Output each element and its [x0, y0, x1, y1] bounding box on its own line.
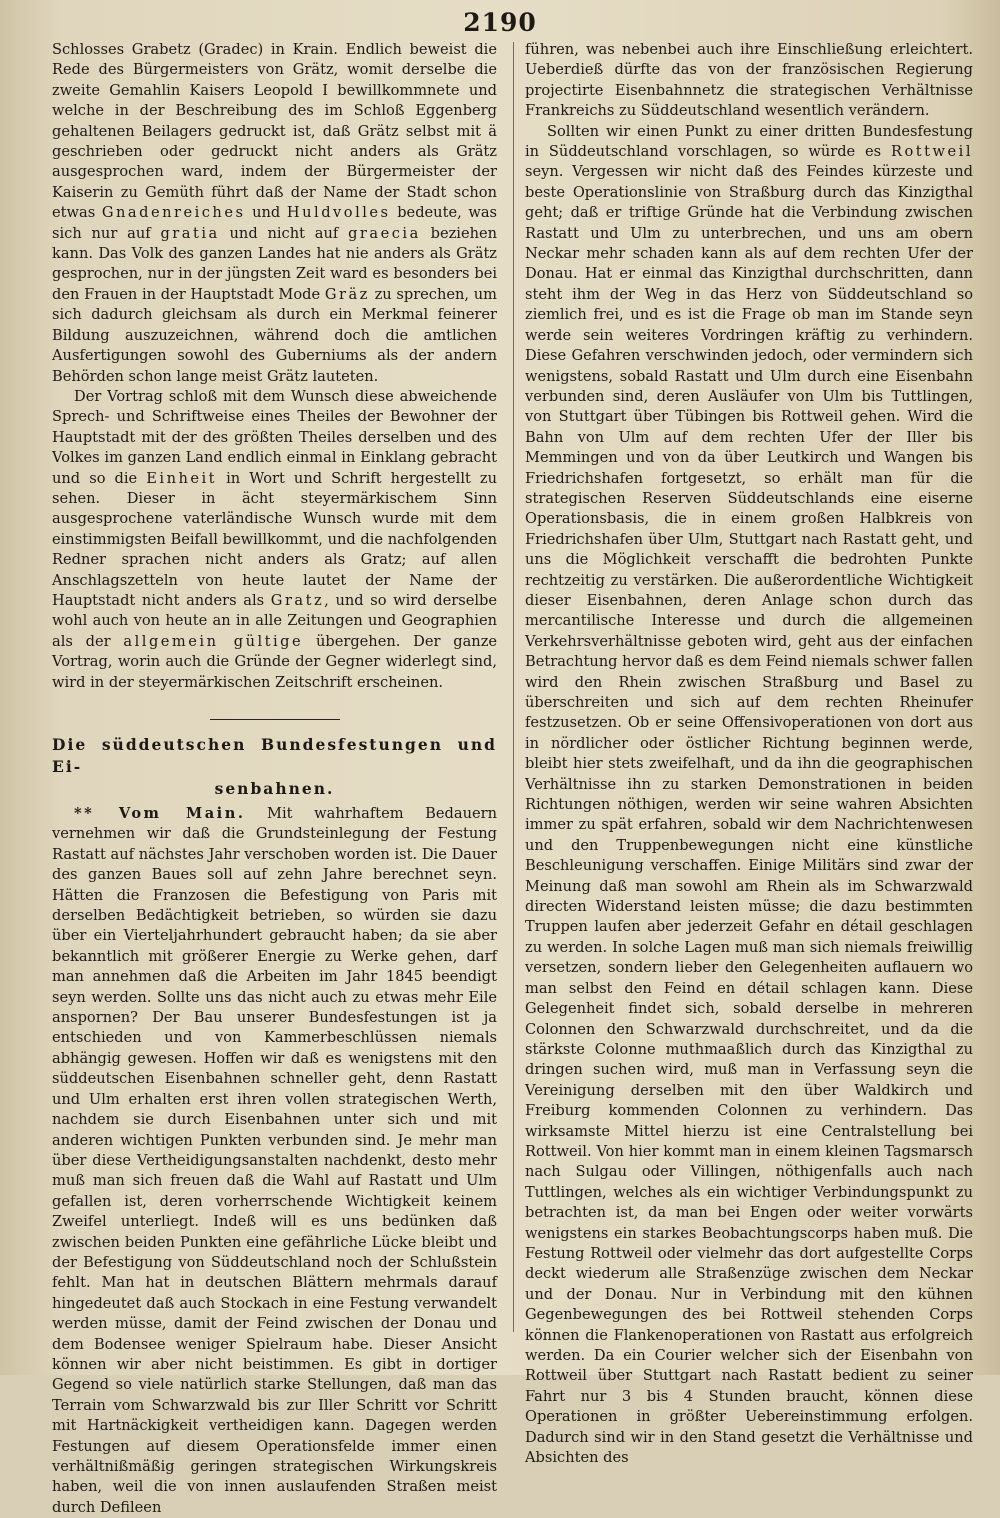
- article-paragraph: [52, 40, 497, 387]
- emphasis-text: Gnadenreiches: [101, 204, 246, 222]
- text-run: und: [252, 204, 281, 222]
- french-phrase: en détail: [816, 918, 883, 936]
- article-heading: [52, 734, 497, 800]
- emphasis-text: Rottweil: [891, 143, 973, 161]
- article-paragraph: [525, 122, 973, 1469]
- text-run: Mit wahrhaftem Bedauern vernehmen wir daß die Grundsteinlegung der Festung Rastatt auf nächstes Jahr verschoben worden ist. Die Dauer des ganzen Baues soll auf zehn Jahre berechnet seyn. Hätten die Franzosen die Befestigung von Paris mit derselben Bedächtigkeit betrieben, so würden sie dazu über ein Vierteljahrhundert gebraucht haben; da sie aber bekanntlich mit größerer Energie zu Werke gehen, darf man annehmen daß die Arbeiten im Jahr 1845 beendigt seyn werden. Sollte uns das nicht auch zu etwas mehr Eile anspornen? Der Bau unserer Bundesfestungen ist ja entschieden und von Kammerbeschlüssen niemals abhängig gewesen. Hoffen wir daß es wenigstens mit den süddeutschen Eisenbahnen schneller geht, denn Rastatt und Ulm erhalten erst ihren vollen strategischen Werth, nachdem sie durch Eisenbahnen unter sich und mit anderen wichtigen Punkten verbunden sind. Je mehr man über diese Vertheidigungsanstalten nachdenkt, desto mehr muß man sich freuen daß die Wahl auf Rastatt und Ulm gefallen ist, deren vorherrschende Wichtigkeit keinem Zweifel unterliegt. Indeß will es uns bedünken daß zwischen beiden Punkten eine gefährliche Lücke bleibt und der Befestigung von Süddeutschland noch der Schlußstein fehlt. Man hat in deutschen Blättern mehrmals darauf hingedeutet daß auch Stockach in eine Festung verwandelt werden müsse, damit der Feind zwischen der Donau und dem Bodensee weniger Spielraum habe. Dieser Ansicht können wir aber nicht beistimmen. Es gibt in dortiger Gegend so viele natürlich starke Stellungen, daß man das Terrain vom Schwarzwald bis zur Iller Schritt vor Schritt mit Hartnäckigkeit vertheidigen kann. Dagegen werden Festungen auf diesem Operationsfelde immer einen verhältnißmäßig geringen strategischen Wirkungskreis haben, weil die von innen auslaufenden Straßen meist durch Defileen: [52, 805, 497, 1516]
- page-number: 2190: [463, 8, 537, 37]
- text-run: schlagen kann. Diese Gelegenheit findet sich, sobald derselbe in mehreren Colonnen den Schwarzwald durchschreitet, und da die stärkste Colonne muthmaaßlich durch das Kinzigthal zu dringen suchen wird, muß man in Verfassung seyn die Vereinigung derselben mit den über Waldkirch und Freiburg kommenden Colonnen zu verhindern. Das wirksamste Mittel hierzu ist eine Centralstellung bei Rottweil. Von hier kommt man in einem kleinen Tagsmarsch nach Sulgau oder Villingen, nöthigenfalls auch nach Tuttlingen, welches als ein wichtiger Verbindungspunkt zu betrachten ist, da man bei Engen oder weiter vorwärts wenigstens ein starkes Beobachtungscorps haben muß. Die Festung Rottweil oder vielmehr das dort aufgestellte Corps deckt wiederum alle Straßenzüge zwischen dem Neckar und der Donau. Nur in Verbindung mit den kühnen Gegenbewegungen des bei Rottweil stehenden Corps können die Flankenoperationen von Rastatt aus erfolgreich werden. Da ein Courier welcher sich der Eisenbahn von Rottweil über Stuttgart nach Rastatt bedient zu seiner Fahrt nur 3 bis 4 Stunden braucht, können diese Operationen in größter Uebereinstimmung erfolgen. Dadurch sind wir in den Stand gesetzt die Verhältnisse und Absichten des: [525, 979, 974, 1467]
- text-run: geschlagen zu werden. In solche Lagen muß man sich niemals freiwillig versetzen, sondern lieber den Gelegenheiten auflauern wo man selbst den Feind: [525, 918, 974, 997]
- text-run: und nicht auf: [229, 224, 339, 242]
- heading-line: Die süddeutschen Bundesfestungen und Ei-: [52, 735, 497, 776]
- text-run: , und so wird derselbe wohl auch von heute an in alle Zeitungen und Geographien als der: [52, 591, 497, 650]
- column-rule: [513, 42, 514, 1332]
- text-run: in Wort und Schrift hergestellt zu sehen. Dieser in ächt steyermärkischem Sinn ausgesprochene vaterländische Wunsch wurde mit dem einstimmigsten Beifall bewillkommt, und die nachfolgenden Redner sprachen nicht anders als Gratz; auf allen Anschlagszetteln von heute lautet der Name der Hauptstadt nicht anders als: [52, 469, 497, 609]
- latin-word: gratia: [160, 224, 220, 242]
- latin-word: graecia: [348, 224, 421, 242]
- emphasis-text: allgemein gültige: [123, 632, 304, 650]
- text-run: beziehen kann. Das Volk des ganzen Landes hat nie anders als Grätz gesprochen, nur in der jüngsten Zeit ward es besonders bei den Frauen in der Hauptstadt Mode: [52, 224, 498, 303]
- text-run: übergehen. Der ganze Vortrag, worin auch die Gründe der Gegner widerlegt sind, wird in der steyermärkischen Zeitschrift erscheinen.: [52, 632, 498, 691]
- text-run: Schlosses Grabetz (Gradec) in Krain. Endlich beweist die Rede des Bürgermeisters von Grätz, womit derselbe die zweite Gemahlin Kaisers Leopold I bewillkommnete und welche in der Beschreibung des im Schloß Eggenberg gehaltenen Beilagers gedruckt ist, daß Grätz selbst mit ä geschrieben oder gedruckt nicht anders als Grätz ausgesprochen ward, indem der Bürgermeister der Kaiserin zu Gemüth führt daß der Name der Stadt schon etwas: [52, 41, 497, 222]
- article-paragraph: [52, 387, 497, 693]
- emphasis-text: Gratz: [270, 591, 325, 609]
- dateline: ** Vom Main.: [74, 805, 246, 822]
- text-run: seyn. Vergessen wir nicht daß des Feindes kürzeste und beste Operationslinie von Straßburg durch das Kinzigthal geht; daß er triftige Gründe hat die Verbindung zwischen Rastatt und Ulm zu unterbrechen, und uns am obern Neckar mehr schaden kann als auf dem rechten Ufer der Donau. Hat er einmal das Kinzigthal durchschritten, dann steht ihm der Weg in das Herz von Süddeutschland so ziemlich frei, und es ist die Frage ob man im Stande seyn werde sein weiteres Vordringen kräftig zu verhindern. Diese Gefahren verschwinden jedoch, oder vermindern sich wenigstens, sobald Rastatt und Ulm durch eine Eisenbahn verbunden sind, deren Ausläufer von Ulm bis Tuttlingen, von Stuttgart über Tübingen bis Rottweil gehen. Wird die Bahn von Ulm auf dem rechten Ufer der Iller bis Memmingen und von da über Leutkirch und Wangen bis Friedrichshafen fortgesetzt, so erhält man für die strategischen Reserven Süddeutschlands eine eiserne Operationsbasis, die in einem großen Halbkreis von Friedrichshafen über Ulm, Stuttgart nach Rastatt geht, und uns die Möglichkeit verschafft die bedrohten Punkte rechtzeitig zu verstärken. Die außerordentliche Wichtigkeit dieser Eisenbahnen, deren Anlage schon durch das mercantilische Interesse und durch die allgemeinen Verkehrsverhältnisse geboten wird, geht aus der einfachen Betrachtung hervor daß es dem Feind niemals schwer fallen wird den Rhein zwischen Straßburg und Basel zu überschreiten und sich auf dem rechten Rheinufer festzusetzen. Ob er seine Offensivoperationen von dort aus in nördlicher oder östlicher Richtung beginnen werde, bleibt hier stets zweifelhaft, und da ihn die geographischen Verhältnisse ihn zu starken Demonstrationen in beiden Richtungen nöthigen, werden wir seine wahren Absichten immer zu spät erfahren, sobald wir dem Nachrichtenwesen und den Truppenbewegungen nicht eine künstliche Beschleunigung verschaffen. Einige Militärs sind zwar der Meinung daß man sowohl am Rhein als im Schwarzwald directen Widerstand leisten müsse; die dazu bestimmten Truppen laufen aber jederzeit Gefahr: [525, 163, 973, 936]
- text-run: Der Vortrag schloß mit dem Wunsch diese abweichende Sprech- und Schriftweise eines Theiles der Bewohner der Hauptstadt mit der des größten Theiles derselben und des Volkes im ganzen Land endlich einmal in Einklang gebracht und so die: [52, 387, 497, 487]
- article-paragraph: führen, was nebenbei auch ihre Einschließung erleichtert. Ueberdieß dürfte das von der französischen Regierung projectirte Eisenbahnnetz die strategischen Verhältnisse Frankreichs zu Süddeutschland wesentlich verändern.: [525, 41, 973, 120]
- text-run: zu sprechen, um sich dadurch gleichsam als durch ein Merkmal feinerer Bildung auszuzeichnen, während doch die amtlichen Ausfertigungen sowohl des Guberniums als der andern Behörden schon lange meist Grätz lauteten.: [52, 285, 497, 385]
- emphasis-text: Gräz: [324, 285, 370, 303]
- emphasis-text: Einheit: [146, 469, 218, 487]
- text-run: bedeute, was sich nur auf: [52, 204, 498, 242]
- section-divider: [210, 719, 340, 720]
- left-column: [52, 40, 497, 1518]
- text-run: Sollten wir einen Punkt zu einer dritten Bundesfestung in Süddeutschland vorschlagen, so würde es: [525, 122, 973, 161]
- right-column: [525, 40, 973, 1468]
- emphasis-text: Huldvolles: [286, 204, 391, 222]
- french-phrase: en détail: [717, 979, 790, 997]
- article-paragraph: [52, 804, 497, 1518]
- heading-line: senbahnen.: [214, 779, 335, 798]
